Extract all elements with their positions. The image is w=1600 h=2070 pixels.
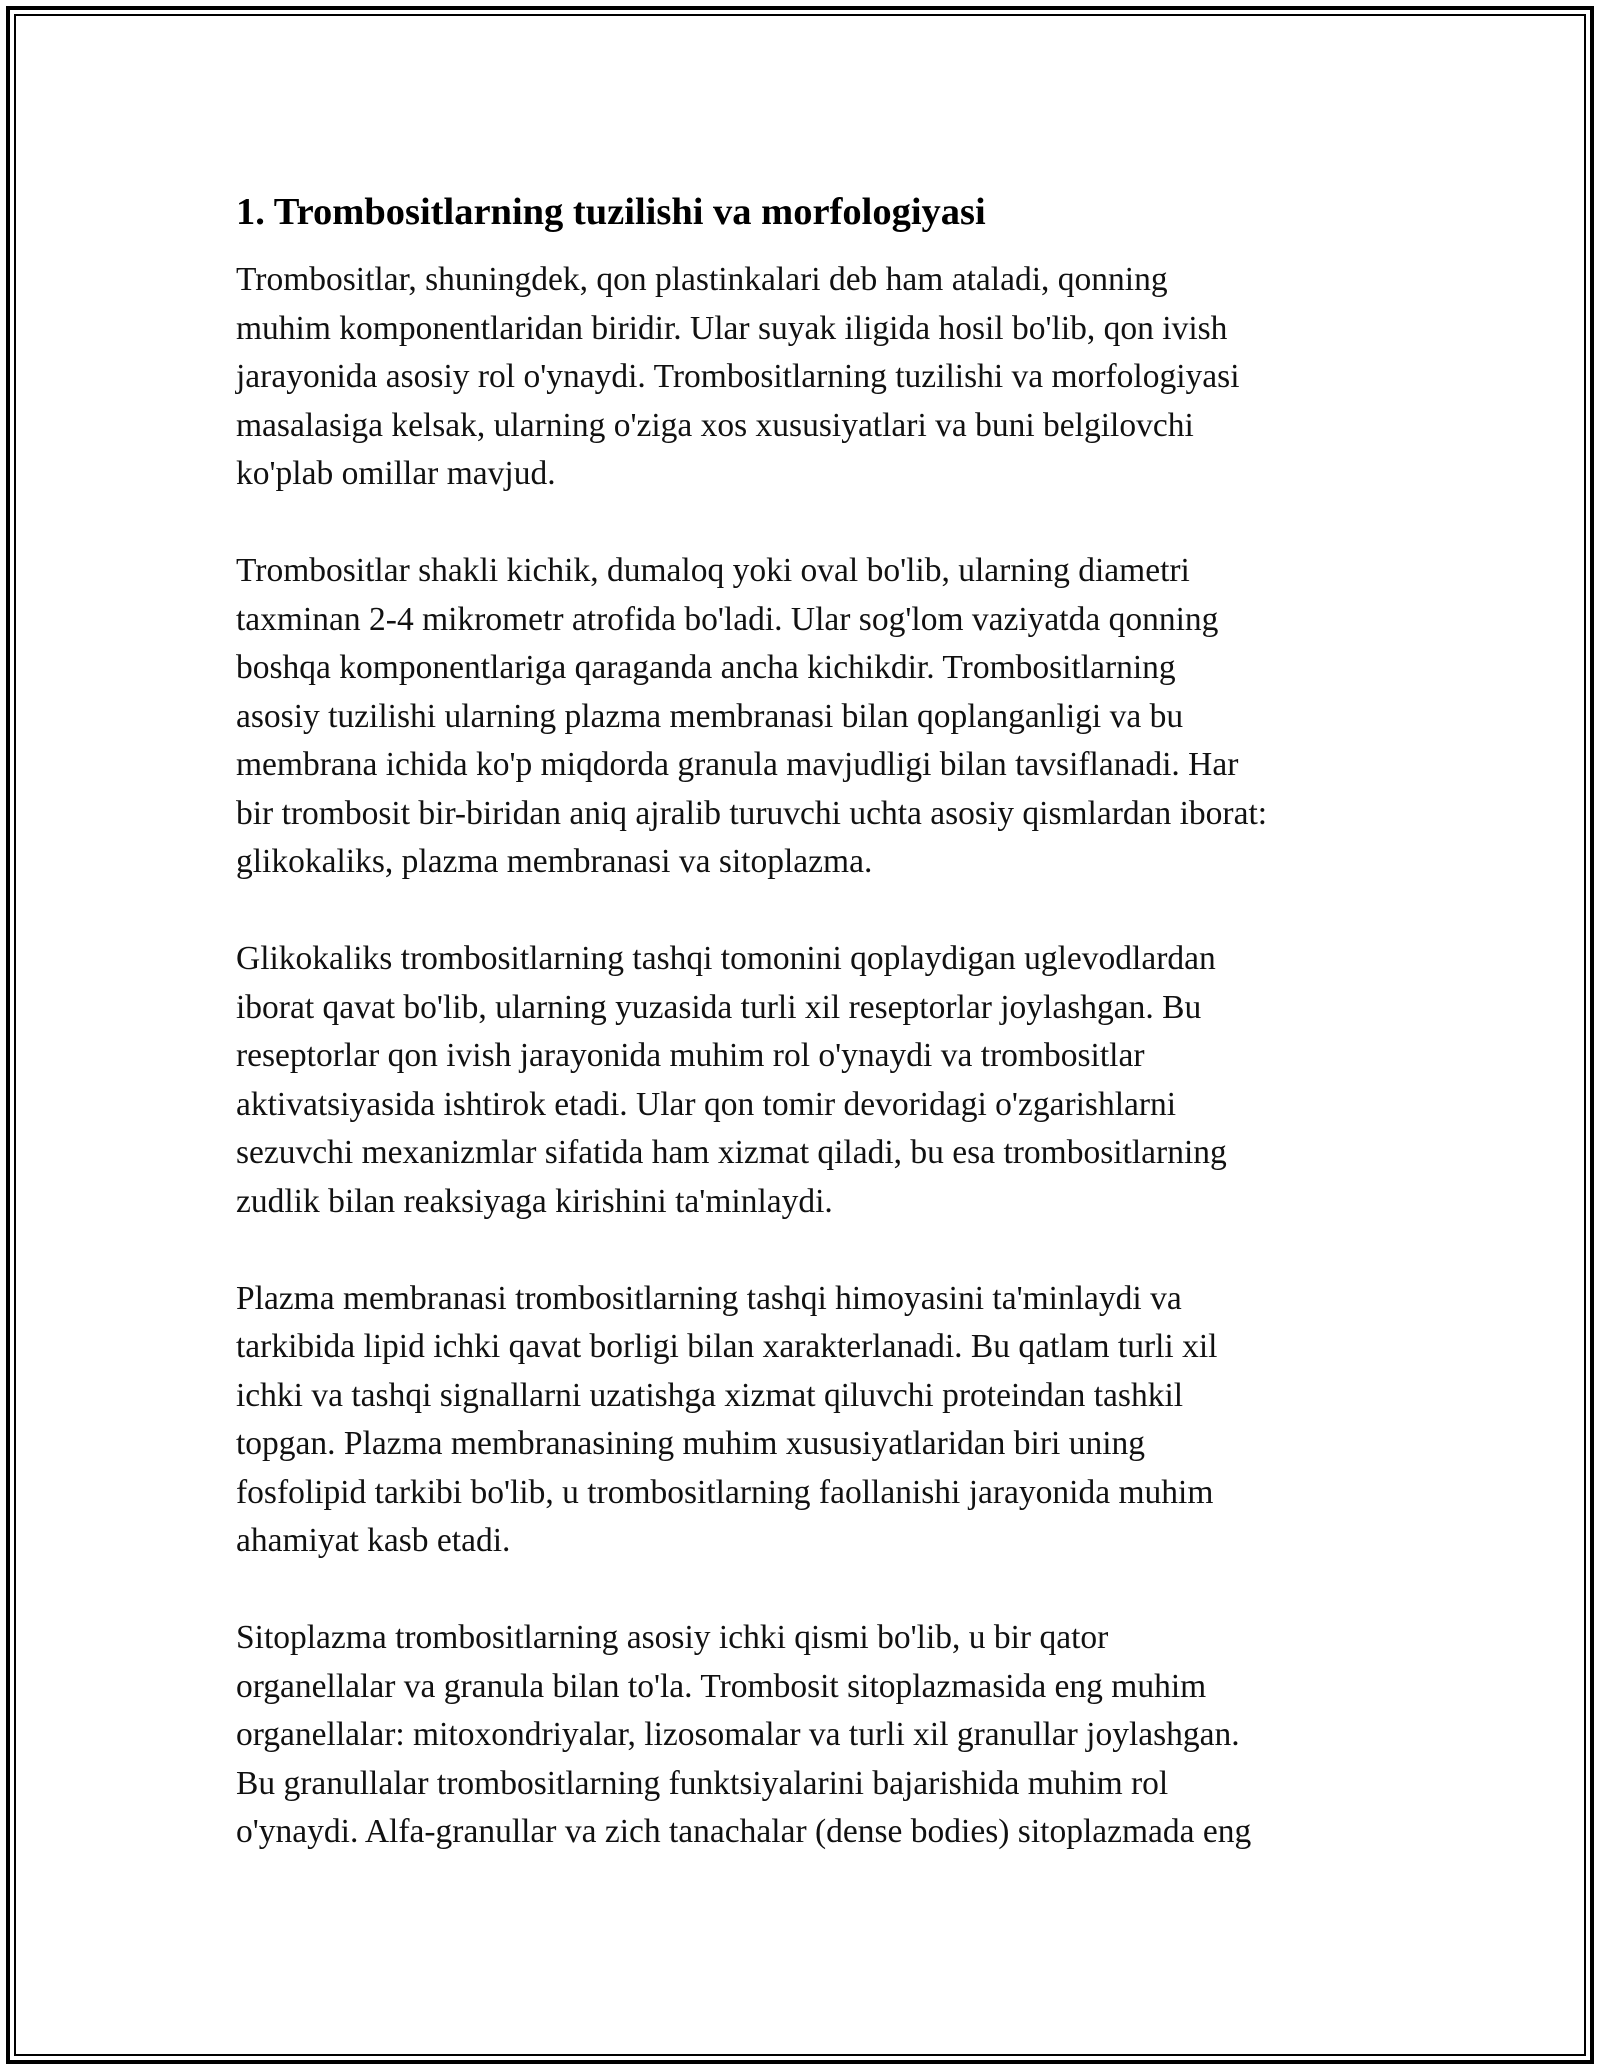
text-line: sezuvchi mexanizmlar sifatida ham xizmat qiladi, bu esa trombositlarning <box>236 1134 1227 1171</box>
text-line: Trombositlar shakli kichik, dumaloq yoki oval bo'lib, ularning diametri <box>236 552 1190 589</box>
text-line: muhim komponentlaridan biridir. Ular suyak iligida hosil bo'lib, qon ivish <box>236 309 1228 347</box>
paragraph-glycocalyx <box>236 935 1386 1226</box>
text-line: Sitoplazma trombositlarning asosiy ichki qismi bo'lib, u bir qator <box>236 1619 1109 1656</box>
text-line: ko'plab omillar mavjud. <box>236 455 556 492</box>
text-line: ahamiyat kasb etadi. <box>236 1522 511 1559</box>
text-line: jarayonida asosiy rol o'ynaydi. Trombositlarning tuzilishi va morfologiyasi <box>236 358 1240 395</box>
text-line: Plazma membranasi trombositlarning tashqi himoyasini ta'minlaydi va <box>236 1279 1182 1317</box>
text-line: tarkibida lipid ichki qavat borligi bilan xarakterlanadi. Bu qatlam turli xil <box>236 1328 1218 1365</box>
text-line: ichki va tashqi signallarni uzatishga xizmat qiluvchi proteindan tashkil <box>236 1376 1184 1414</box>
text-line: Trombositlar, shuningdek, qon plastinkalari deb ham ataladi, qonning <box>236 261 1168 298</box>
text-line: organellalar: mitoxondriyalar, lizosomalar va turli xil granullar joylashgan. <box>236 1716 1240 1753</box>
text-line: glikokaliks, plazma membranasi va sitoplazma. <box>236 843 873 880</box>
paragraph-intro <box>236 256 1386 499</box>
text-line: Glikokaliks trombositlarning tashqi tomonini qoplaydigan uglevodlardan <box>236 940 1216 977</box>
text-line: boshqa komponentlariga qaraganda ancha kichikdir. Trombositlarning <box>236 649 1176 686</box>
text-line: taxminan 2-4 mikrometr atrofida bo'ladi. Ular sog'lom vaziyatda qonning <box>236 600 1219 638</box>
paragraph-plasma-membrane <box>236 1275 1386 1566</box>
text-line: zudlik bilan reaksiyaga kirishini ta'minlaydi. <box>236 1182 833 1220</box>
text-line: bir trombosit bir-biridan aniq ajralib turuvchi uchta asosiy qismlardan iborat: <box>236 794 1268 832</box>
document-body <box>236 188 1386 1905</box>
text-line: organellalar va granula bilan to'la. Trombosit sitoplazmasida eng muhim <box>236 1667 1207 1705</box>
text-line: fosfolipid tarkibi bo'lib, u trombositlarning faollanishi jarayonida muhim <box>236 1473 1214 1511</box>
paragraph-cytoplasm <box>236 1614 1386 1857</box>
section-heading: 1. Trombositlarning tuzilishi va morfologiyasi <box>236 191 986 233</box>
text-line: topgan. Plazma membranasining muhim xususiyatlaridan biri uning <box>236 1425 1145 1462</box>
text-line: Bu granullalar trombositlarning funktsiyalarini bajarishida muhim rol <box>236 1764 1169 1802</box>
text-line: asosiy tuzilishi ularning plazma membranasi bilan qoplanganligi va bu <box>236 697 1184 735</box>
paragraph-shape <box>236 547 1386 887</box>
text-line: membrana ichida ko'p miqdorda granula mavjudligi bilan tavsiflanadi. Har <box>236 746 1239 783</box>
text-line: reseptorlar qon ivish jarayonida muhim rol o'ynaydi va trombositlar <box>236 1037 1145 1074</box>
text-line: o'ynaydi. Alfa-granullar va zich tanachalar (dense bodies) sitoplazmada eng <box>236 1813 1252 1850</box>
text-line: aktivatsiyasida ishtirok etadi. Ular qon tomir devoridagi o'zgarishlarni <box>236 1085 1177 1123</box>
text-line: iborat qavat bo'lib, ularning yuzasida turli xil reseptorlar joylashgan. Bu <box>236 988 1202 1026</box>
text-line: masalasiga kelsak, ularning o'ziga xos xususiyatlari va buni belgilovchi <box>236 406 1194 444</box>
